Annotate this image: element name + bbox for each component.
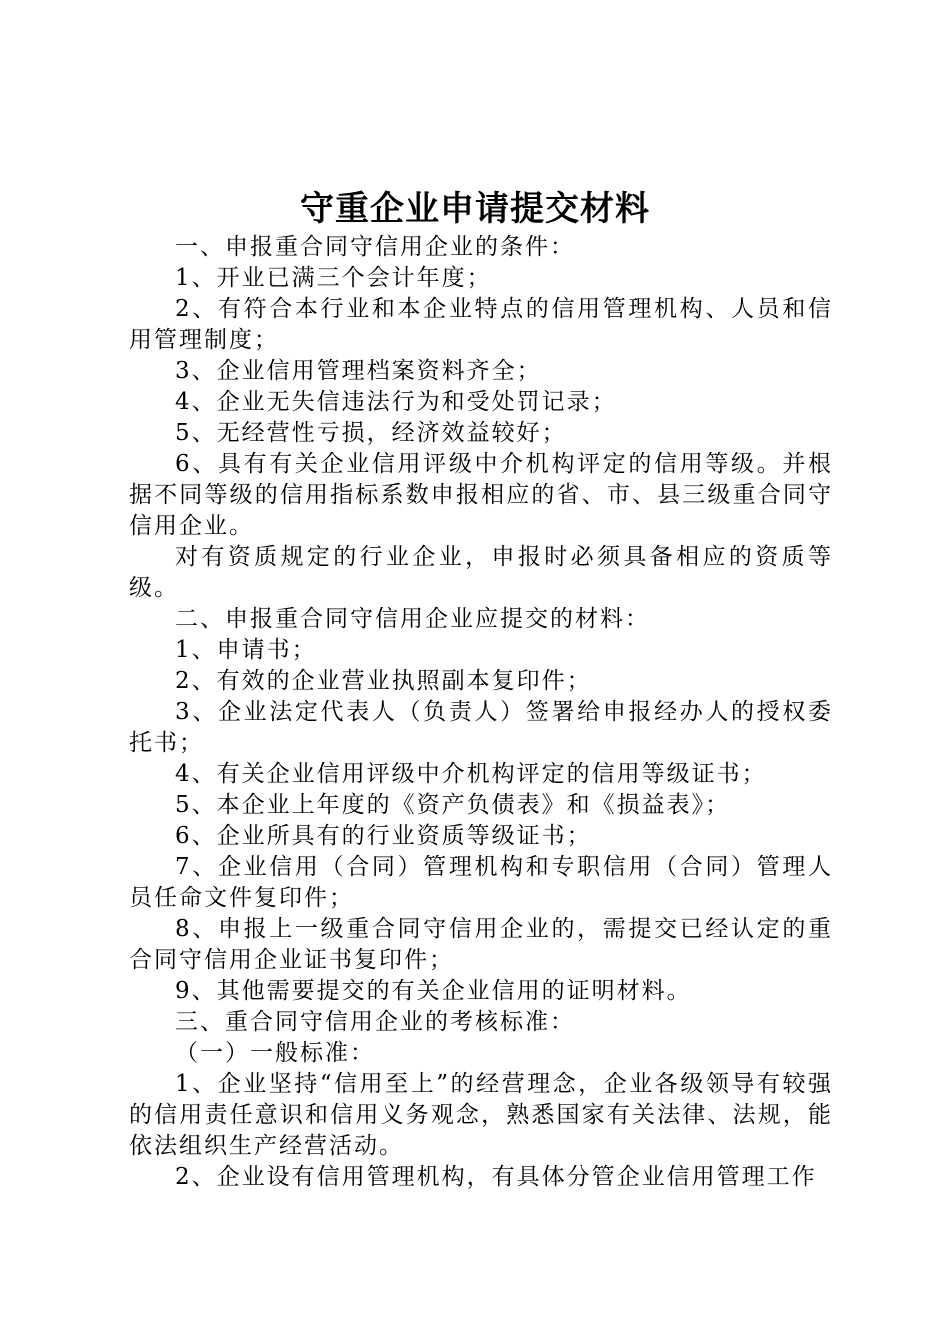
material-item-1: 1、申请书； (175, 637, 317, 663)
material-item-9: 9、其他需要提交的有关企业信用的证明材料。 (175, 978, 692, 1004)
material-item-2: 2、有效的企业营业执照副本复印件； (175, 668, 592, 694)
material-item-5: 5、本企业上年度的《资产负债表》和《损益表》； (175, 792, 731, 818)
material-item-6: 6、企业所具有的行业资质等级证书； (175, 823, 592, 849)
condition-item-1: 1、开业已满三个会计年度； (175, 265, 492, 291)
standard-item-1: 1、企业坚持“信用至上”的经营理念，企业各级领导有较强的信用责任意识和信用义务观念，熟悉国家有关法律、法规，能依法组织生产经营活动。 (129, 1071, 833, 1159)
section-heading-materials: 二、申报重合同守信用企业应提交的材料： (175, 606, 650, 632)
material-item-7: 7、企业信用（合同）管理机构和专职信用（合同）管理人员任命文件复印件； (129, 854, 833, 911)
condition-item-5: 5、无经营性亏损，经济效益较好； (175, 420, 567, 446)
condition-item-6: 6、具有有关企业信用评级中介机构评定的信用等级。并根据不同等级的信用指标系数申报相应的省、市、县三级重合同守信用企业。 (129, 451, 833, 539)
condition-item-4: 4、企业无失信违法行为和受处罚记录； (175, 389, 617, 415)
document-title: 守重企业申请提交材料 (300, 189, 650, 229)
material-item-4: 4、有关企业信用评级中介机构评定的信用等级证书； (175, 761, 767, 787)
section-heading-conditions: 一、申报重合同守信用企业的条件： (175, 234, 575, 260)
condition-item-2: 2、有符合本行业和本企业特点的信用管理机构、人员和信用管理制度； (129, 296, 833, 353)
condition-item-3: 3、企业信用管理档案资料齐全； (175, 358, 542, 384)
document-body (129, 232, 833, 1193)
material-item-8: 8、申报上一级重合同守信用企业的，需提交已经认定的重合同守信用企业证书复印件； (129, 916, 833, 973)
qualification-note: 对有资质规定的行业企业，申报时必须具备相应的资质等级。 (129, 544, 833, 601)
standard-item-2: 2、企业设有信用管理机构，有具体分管企业信用管理工作 (175, 1164, 817, 1190)
subsection-heading-general: （一）一般标准： (175, 1040, 375, 1066)
section-heading-standards: 三、重合同守信用企业的考核标准： (175, 1009, 575, 1035)
material-item-3: 3、企业法定代表人（负责人）签署给申报经办人的授权委托书； (129, 699, 833, 756)
